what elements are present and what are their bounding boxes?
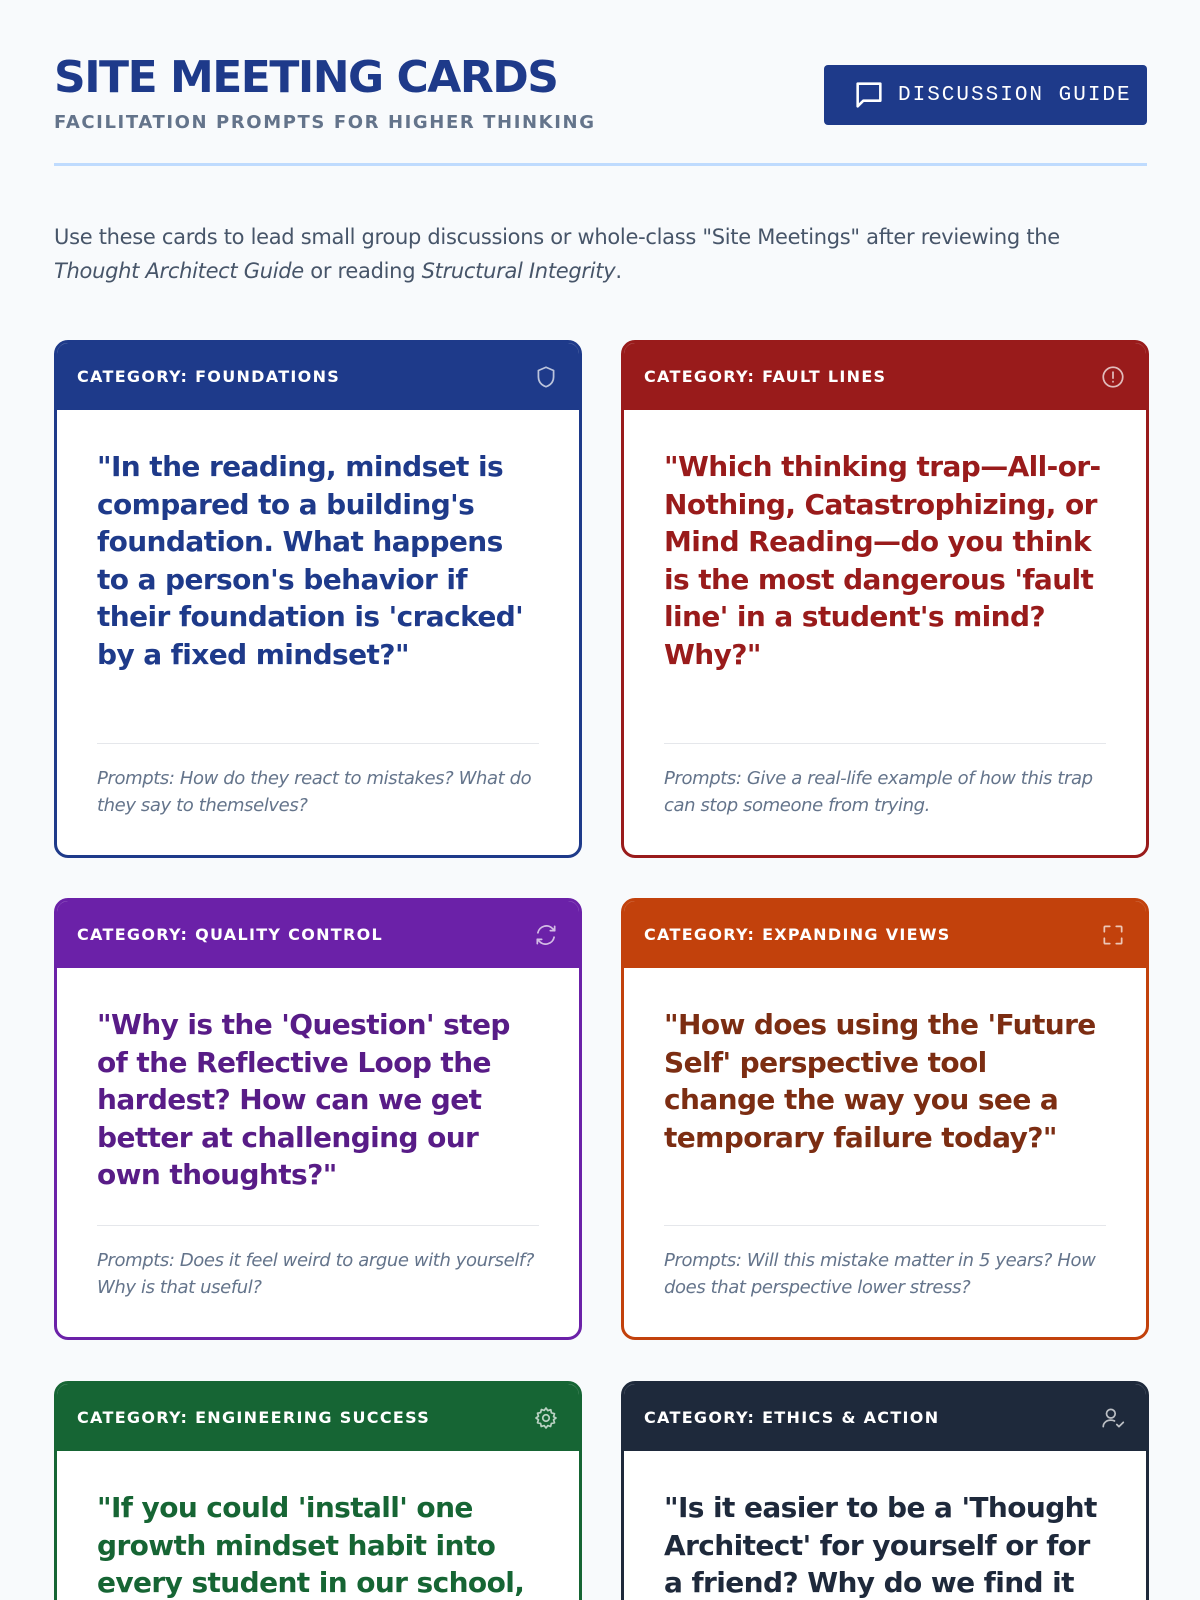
card-prompts: Prompts: Will this mistake matter in 5 years? How does that perspective lower stress? [664, 1250, 1096, 1298]
card-divider [97, 1225, 539, 1226]
refresh-icon [533, 922, 559, 948]
card-divider [97, 743, 539, 744]
card-quality-control [54, 898, 582, 1340]
card-divider [664, 1225, 1106, 1226]
card-ethics-action [621, 1381, 1149, 1600]
page-subtitle: FACILITATION PROMPTS FOR HIGHER THINKING [54, 112, 596, 133]
book-title: Structural Integrity [421, 259, 616, 283]
card-prompts: Prompts: How do they react to mistakes? What do they say to themselves? [97, 768, 532, 816]
card-divider [664, 743, 1106, 744]
card-header [624, 1384, 1146, 1451]
message-square-icon [852, 78, 886, 112]
card-category: CATEGORY: EXPANDING VIEWS [644, 925, 951, 944]
card-category: CATEGORY: QUALITY CONTROL [77, 925, 384, 944]
card-body [57, 410, 579, 673]
discussion-guide-label: DISCUSSION GUIDE [898, 83, 1132, 107]
card-question: "How does using the 'Future Self' perspective tool change the way you see a temporary failure today?" [664, 1008, 1096, 1154]
shield-icon [533, 364, 559, 390]
card-body [624, 968, 1146, 1156]
card-header [57, 901, 579, 968]
card-prompts: Prompts: Give a real-life example of how this trap can stop someone from trying. [664, 768, 1093, 816]
card-category: CATEGORY: FOUNDATIONS [77, 367, 341, 386]
card-expanding-views [621, 898, 1149, 1340]
card-body [624, 1451, 1146, 1600]
page-title: SITE MEETING CARDS [54, 52, 558, 103]
card-header [57, 1384, 579, 1451]
card-header [624, 343, 1146, 410]
card-question: "In the reading, mindset is compared to a building's foundation. What happens to a person's behavior if their foundation is 'cracked' by a fixed mindset?" [97, 450, 524, 671]
card-question: "If you could 'install' one growth mindset habit into every student in our school, [97, 1491, 525, 1599]
card-category: CATEGORY: ETHICS & ACTION [644, 1408, 940, 1427]
user-check-icon [1100, 1405, 1126, 1431]
alert-circle-icon [1100, 364, 1126, 390]
card-body [624, 410, 1146, 673]
card-question: "Why is the 'Question' step of the Reflective Loop the hardest? How can we get better at challenging our own thoughts?" [97, 1008, 510, 1191]
discussion-guide-button[interactable] [824, 65, 1147, 125]
page-header [54, 52, 1147, 166]
card-question: "Is it easier to be a 'Thought Architect' for yourself or for a friend? Why do we find it [664, 1491, 1097, 1599]
card-engineering-success [54, 1381, 582, 1600]
card-category: CATEGORY: FAULT LINES [644, 367, 887, 386]
card-header [624, 901, 1146, 968]
gear-icon [533, 1405, 559, 1431]
card-fault-lines [621, 340, 1149, 858]
card-body [57, 968, 579, 1194]
intro-text: Use these cards to lead small group discussions or whole-class "Site Meetings" after reviewing the Thought Architect Guide or reading Structural Integrity. [54, 225, 1060, 283]
card-header [57, 343, 579, 410]
card-prompts: Prompts: Does it feel weird to argue with yourself? Why is that useful? [97, 1250, 535, 1298]
card-body [57, 1451, 579, 1600]
card-category: CATEGORY: ENGINEERING SUCCESS [77, 1408, 431, 1427]
guide-title: Thought Architect Guide [54, 259, 304, 283]
card-question: "Which thinking trap—All-or-Nothing, Catastrophizing, or Mind Reading—do you think is the most dangerous 'fault line' in a student's mind? Why?" [664, 450, 1101, 671]
card-foundations [54, 340, 582, 858]
maximize-icon [1100, 922, 1126, 948]
